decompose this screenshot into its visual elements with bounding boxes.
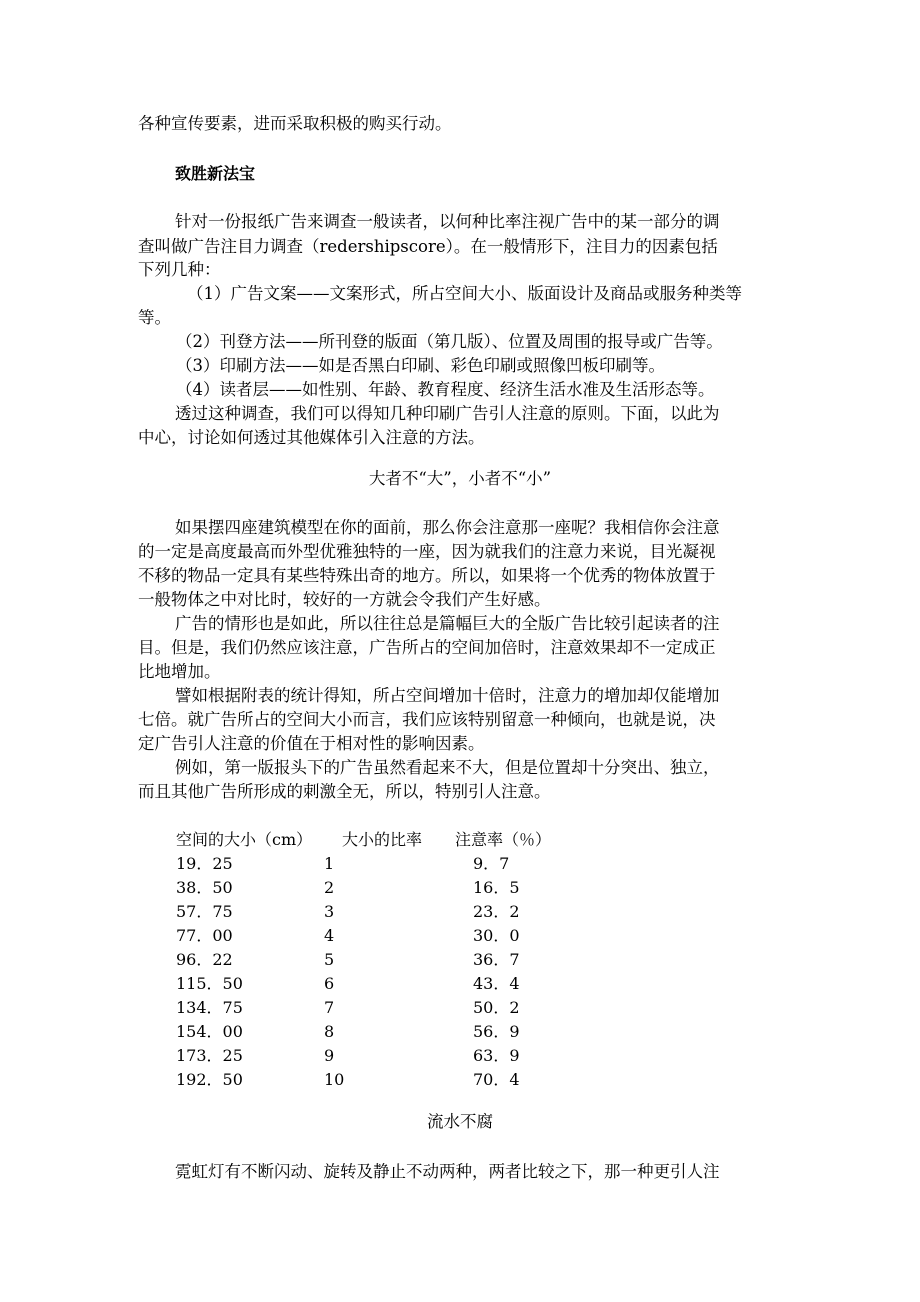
paragraph-line: 各种宣传要素，进而采取积极的购买行动。 (138, 114, 452, 133)
table-cell: 154．00 (176, 1022, 243, 1041)
paragraph-line: 下列几种： (138, 260, 221, 279)
paragraph-line: 针对一份报纸广告来调查一般读者，以何种比率注视广告中的某一部分的调 (175, 212, 720, 231)
paragraph-line: 查叫做广告注目力调查（redershipscore）。在一般情形下，注目力的因素包括 (138, 237, 718, 256)
list-item-continuation: 等。 (138, 308, 171, 327)
table-cell: 96．22 (176, 950, 233, 969)
table-cell: 70．4 (473, 1070, 520, 1089)
table-cell: 173．25 (176, 1046, 243, 1065)
table-cell: 63．9 (473, 1046, 520, 1065)
table-cell: 2 (324, 878, 335, 897)
paragraph-line: 譬如根据附表的统计得知，所占空间增加十倍时，注意力的增加却仅能增加 (175, 686, 720, 705)
table-cell: 43．4 (473, 974, 520, 993)
table-cell: 23．2 (473, 902, 520, 921)
paragraph-line: 例如，第一版报头下的广告虽然看起来不大，但是位置却十分突出、独立， (175, 758, 720, 777)
table-cell: 3 (324, 902, 335, 921)
table-cell: 134．75 (176, 998, 243, 1017)
paragraph-line: 透过这种调查，我们可以得知几种印刷广告引人注意的原则。下面，以此为 (175, 404, 720, 423)
table-cell: 19．25 (176, 854, 233, 873)
paragraph-line: 七倍。就广告所占的空间大小而言，我们应该特别留意一种倾向，也就是说，决 (138, 710, 716, 729)
table-cell: 10 (324, 1070, 345, 1089)
paragraph-line: 如果摆四座建筑模型在你的面前，那么你会注意那一座呢？我相信你会注意 (175, 518, 720, 537)
paragraph-line: 的一定是高度最高而外型优雅独特的一座，因为就我们的注意力来说，目光凝视 (138, 542, 716, 561)
table-cell: 6 (324, 974, 335, 993)
table-cell: 38．50 (176, 878, 233, 897)
table-cell: 30．0 (473, 926, 520, 945)
table-cell: 115．50 (176, 974, 243, 993)
paragraph-line: 目。但是，我们仍然应该注意，广告所占的空间加倍时，注意效果却不一定成正 (138, 638, 716, 657)
table-cell: 9．7 (473, 854, 510, 873)
table-cell: 8 (324, 1022, 335, 1041)
table-cell: 36．7 (473, 950, 520, 969)
table-cell: 4 (324, 926, 335, 945)
table-cell: 56．9 (473, 1022, 520, 1041)
list-item: （1）广告文案——文案形式，所占空间大小、版面设计及商品或服务种类等 (187, 284, 742, 303)
section-heading: 大者不“大”，小者不“小” (368, 469, 552, 488)
table-cell: 192．50 (176, 1070, 243, 1089)
list-item: （2）刊登方法——所刊登的版面（第几版）、位置及周围的报导或广告等。 (176, 332, 723, 351)
paragraph-line: 定广告引人注意的价值在于相对性的影响因素。 (138, 734, 485, 753)
paragraph-line: 中心，讨论如何透过其他媒体引入注意的方法。 (138, 428, 485, 447)
table-header-attention: 注意率（％） (455, 830, 552, 849)
table-cell: 50．2 (473, 998, 520, 1017)
table-cell: 16．5 (473, 878, 520, 897)
table-cell: 5 (324, 950, 335, 969)
paragraph-line: 霓虹灯有不断闪动、旋转及静止不动两种，两者比较之下，那一种更引人注 (175, 1162, 720, 1181)
table-cell: 1 (324, 854, 335, 873)
paragraph-line: 比地增加。 (138, 662, 221, 681)
paragraph-line: 不移的物品一定具有某些特殊出奇的地方。所以，如果将一个优秀的物体放置于 (138, 566, 716, 585)
list-item: （4）读者层——如性别、年龄、教育程度、经济生活水准及生活形态等。 (176, 380, 715, 399)
table-cell: 77．00 (176, 926, 233, 945)
table-header-size: 空间的大小（cm） (176, 830, 313, 849)
table-cell: 57．75 (176, 902, 233, 921)
section-heading: 致胜新法宝 (175, 164, 256, 183)
table-header-ratio: 大小的比率 (342, 830, 423, 849)
table-cell: 7 (324, 998, 335, 1017)
paragraph-line: 广告的情形也是如此，所以往往总是篇幅巨大的全版广告比较引起读者的注 (175, 614, 720, 633)
section-heading: 流水不腐 (427, 1112, 493, 1131)
list-item: （3）印刷方法——如是否黑白印刷、彩色印刷或照像凹板印刷等。 (176, 356, 665, 375)
table-cell: 9 (324, 1046, 335, 1065)
paragraph-line: 而且其他广告所形成的刺激全无，所以，特别引人注意。 (138, 782, 551, 801)
paragraph-line: 一般物体之中对比时，较好的一方就会令我们产生好感。 (138, 590, 551, 609)
